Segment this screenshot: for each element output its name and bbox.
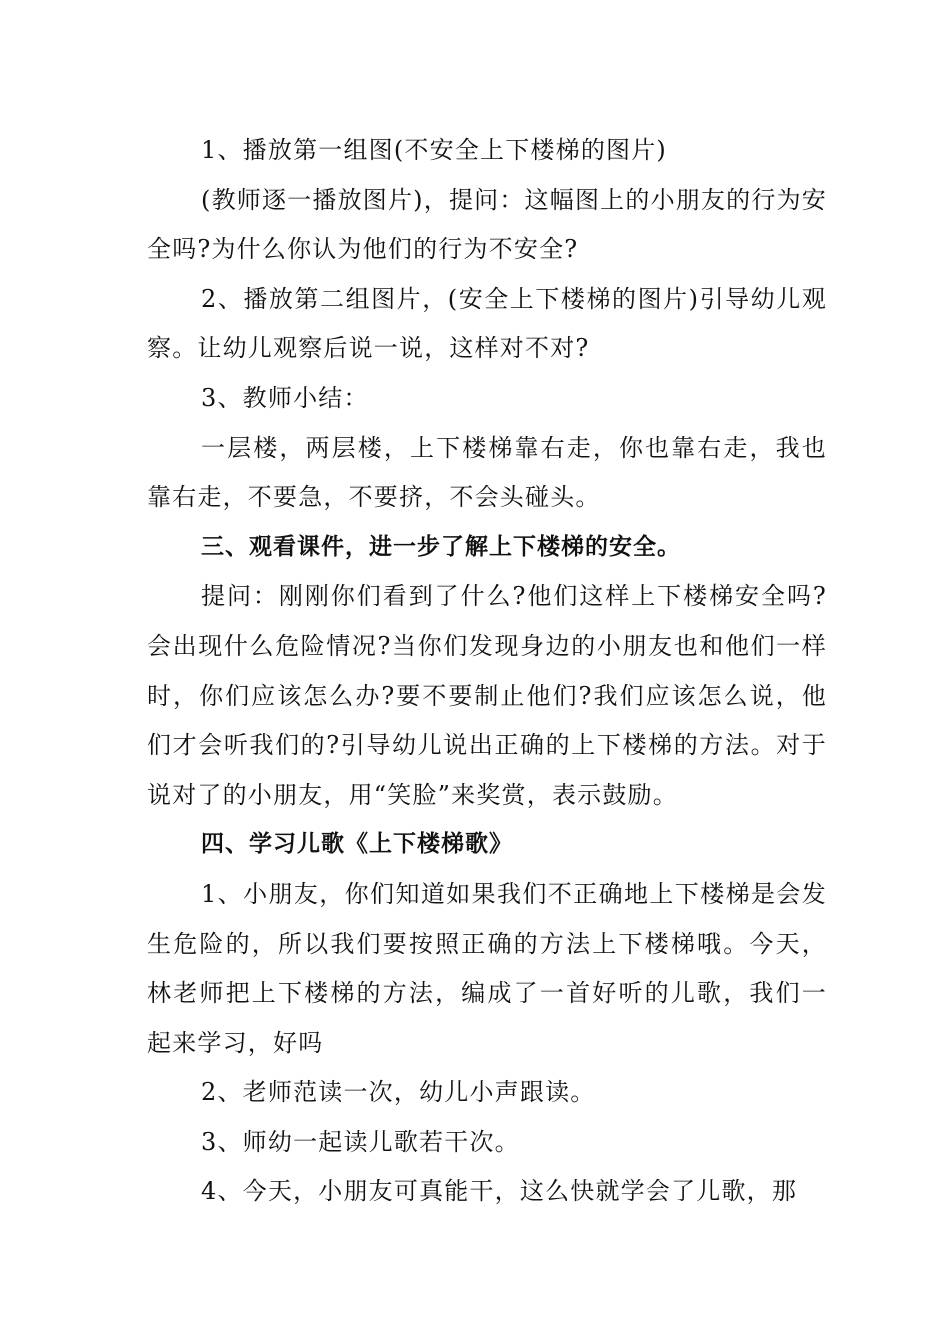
section-3-heading: 三、观看课件，进一步了解上下楼梯的安全。 xyxy=(201,533,681,560)
step-1-paragraph: 1、播放第一组图(不安全上下楼梯的图片) xyxy=(201,136,667,164)
step-3-paragraph: 3、教师小结： xyxy=(201,383,369,412)
step-2-paragraph: 2、播放第二组图片，(安全上下楼梯的图片)引导幼儿观察。让幼儿观察后说一说，这样对不对? xyxy=(147,284,827,363)
section-4-step-4-paragraph: 4、今天，小朋友可真能干，这么快就学会了儿歌，那 xyxy=(201,1177,798,1206)
section-4-step-1-paragraph: 1、小朋友，你们知道如果我们不正确地上下楼梯是会发生危险的，所以我们要按照正确的方法上下楼梯哦。今天，林老师把上下楼梯的方法，编成了一首好听的儿歌，我们一起来学习，好吗 xyxy=(147,879,827,1057)
summary-rhyme-paragraph: 一层楼，两层楼，上下楼梯靠右走，你也靠右走，我也靠右走，不要急，不要挤，不会头碰头。 xyxy=(147,433,827,512)
section-4-step-3-paragraph: 3、师幼一起读儿歌若干次。 xyxy=(201,1127,520,1156)
teacher-question-paragraph: (教师逐一播放图片)，提问：这幅图上的小朋友的行为安全吗?为什么你认为他们的行为不安全? xyxy=(147,185,827,264)
section-4-step-2-paragraph: 2、老师范读一次，幼儿小声跟读。 xyxy=(201,1078,596,1107)
section-3-question-paragraph: 提问：刚刚你们看到了什么?他们这样上下楼梯安全吗?会出现什么危险情况?当你们发现身边的小朋友也和他们一样时，你们应该怎么办?要不要制止他们?我们应该怎么说，他们才会听我们的?引导幼儿说出正确的上下楼梯的方法。对于说对了的小朋友，用“笑脸”来奖赏，表示鼓励。 xyxy=(147,582,827,809)
document-page xyxy=(147,126,827,1217)
section-4-heading: 四、学习儿歌《上下楼梯歌》 xyxy=(201,831,513,858)
